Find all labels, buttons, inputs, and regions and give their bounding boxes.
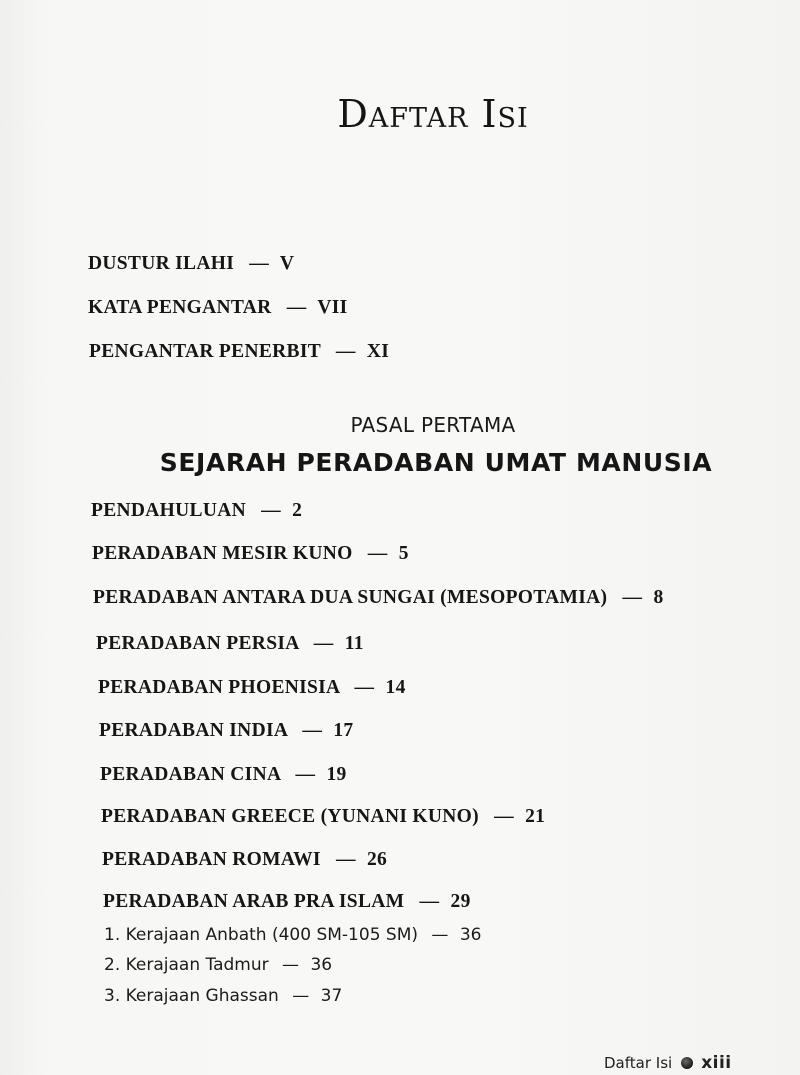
toc-subentry-page: 37: [320, 986, 343, 1006]
chapter-label: PASAL PERTAMA: [350, 413, 516, 437]
toc-entry-label: DUSTUR ILAHI: [88, 253, 235, 274]
toc-entry[interactable]: PERADABAN PERSIA — 11: [96, 633, 364, 654]
toc-entry-page: 17: [333, 720, 354, 741]
toc-entry-page: V: [279, 253, 295, 274]
footer-section-label: Daftar Isi: [604, 1054, 673, 1072]
toc-entry[interactable]: KATA PENGANTAR — VII: [88, 297, 348, 318]
toc-subentry-label: 3. Kerajaan Ghassan: [104, 986, 279, 1006]
toc-entry-label: PERADABAN INDIA: [99, 720, 288, 741]
toc-entry[interactable]: PENDAHULUAN — 2: [91, 500, 303, 521]
toc-entry-label: PERADABAN ROMAWI: [102, 849, 321, 870]
toc-subentry-page: 36: [310, 955, 333, 975]
toc-entry[interactable]: PERADABAN INDIA — 17: [99, 720, 354, 741]
toc-entry-page: 8: [653, 587, 664, 608]
toc-entry-page: XI: [366, 341, 390, 362]
toc-subentry-label: 1. Kerajaan Anbath (400 SM-105 SM): [104, 925, 419, 945]
toc-entry[interactable]: PERADABAN GREECE (YUNANI KUNO) — 21: [101, 806, 546, 827]
toc-entry-page: 29: [450, 891, 471, 912]
toc-entry-label: PERADABAN CINA: [100, 764, 281, 785]
toc-entry-page: 5: [398, 543, 409, 564]
toc-entry-label: PENGANTAR PENERBIT: [89, 341, 321, 362]
toc-entry-page: 11: [344, 633, 364, 654]
toc-entry-label: PENDAHULUAN: [91, 500, 246, 521]
bullet-icon: [681, 1057, 693, 1069]
toc-entry-label: PERADABAN MESIR KUNO: [92, 543, 353, 564]
toc-entry-page: 14: [385, 677, 406, 698]
toc-entry-label: PERADABAN PHOENISIA: [98, 677, 340, 698]
toc-entry[interactable]: PERADABAN ARAB PRA ISLAM — 29: [103, 891, 471, 912]
page-title: Daftar Isi: [337, 92, 529, 136]
toc-entry[interactable]: PERADABAN CINA — 19: [100, 764, 347, 785]
chapter-title: SEJARAH PERADABAN UMAT MANUSIA: [159, 448, 713, 477]
toc-entry-label: PERADABAN GREECE (YUNANI KUNO): [101, 806, 479, 827]
toc-entry[interactable]: PENGANTAR PENERBIT — XI: [89, 341, 390, 362]
toc-subentry[interactable]: 1. Kerajaan Anbath (400 SM-105 SM) — 36: [104, 925, 482, 945]
toc-entry-label: PERADABAN ARAB PRA ISLAM: [103, 891, 405, 912]
toc-subentry[interactable]: 3. Kerajaan Ghassan — 37: [104, 986, 343, 1006]
toc-entry[interactable]: PERADABAN ROMAWI — 26: [102, 849, 388, 870]
toc-entry-page: VII: [317, 297, 348, 318]
toc-entry-label: PERADABAN ANTARA DUA SUNGAI (MESOPOTAMIA): [93, 587, 608, 608]
toc-entry[interactable]: PERADABAN PHOENISIA — 14: [98, 677, 406, 698]
toc-entry-page: 21: [525, 806, 546, 827]
toc-entry-label: KATA PENGANTAR: [88, 297, 272, 318]
toc-entry[interactable]: DUSTUR ILAHI — V: [88, 253, 295, 274]
toc-entry[interactable]: PERADABAN MESIR KUNO — 5: [92, 543, 409, 564]
toc-entry-page: 19: [326, 764, 347, 785]
toc-entry-page: 26: [366, 849, 388, 870]
page-footer: [604, 1053, 732, 1073]
toc-subentry[interactable]: 2. Kerajaan Tadmur — 36: [104, 955, 333, 975]
toc-entry-label: PERADABAN PERSIA: [96, 633, 299, 654]
toc-subentry-page: 36: [459, 925, 482, 945]
toc-entry-page: 2: [292, 500, 303, 521]
toc-subentry-label: 2. Kerajaan Tadmur: [104, 955, 269, 975]
toc-entry[interactable]: PERADABAN ANTARA DUA SUNGAI (MESOPOTAMIA) — 8: [93, 587, 664, 608]
page-number: xiii: [701, 1053, 732, 1073]
